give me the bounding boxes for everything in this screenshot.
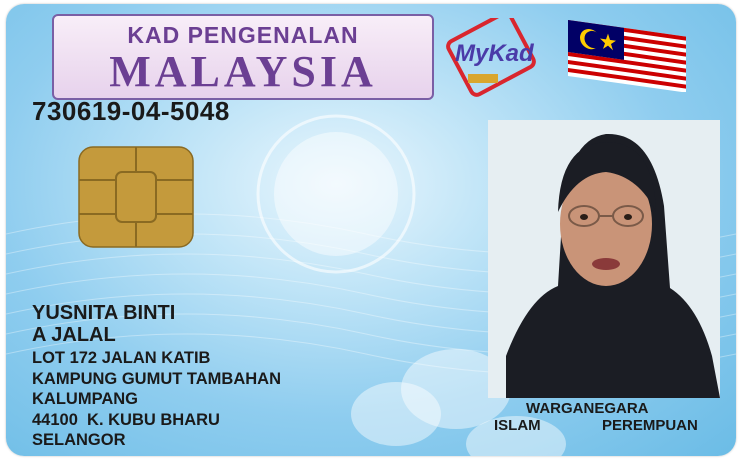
address-line: 44100 K. KUBU BHARU (32, 410, 220, 429)
holder-name (32, 302, 175, 346)
malaysia-flag-icon (568, 20, 686, 92)
citizenship-status: WARGANEGARA (526, 400, 649, 417)
holder-address (32, 348, 281, 451)
card-title-line1: KAD PENGENALAN (127, 22, 359, 48)
smart-chip-icon (78, 146, 194, 248)
religion-field: ISLAM (494, 417, 541, 434)
holder-photo (488, 120, 720, 398)
address-line: KALUMPANG (32, 390, 139, 408)
card-title-box (52, 14, 434, 100)
id-card (6, 4, 736, 456)
holder-portrait-image (488, 120, 720, 398)
address-line: LOT 172 JALAN KATIB (32, 349, 211, 367)
card-title-line2: MALAYSIA (109, 47, 377, 96)
address-line: SELANGOR (32, 431, 126, 449)
gender-field: PEREMPUAN (602, 417, 698, 434)
address-line: KAMPUNG GUMUT TAMBAHAN (32, 369, 281, 388)
ic-number: 730619-04-5048 (32, 96, 230, 126)
name-line-1: YUSNITA BINTI (32, 302, 176, 324)
mykad-logo-text: MyKad (455, 40, 534, 67)
name-line-2: A JALAL (32, 324, 116, 346)
